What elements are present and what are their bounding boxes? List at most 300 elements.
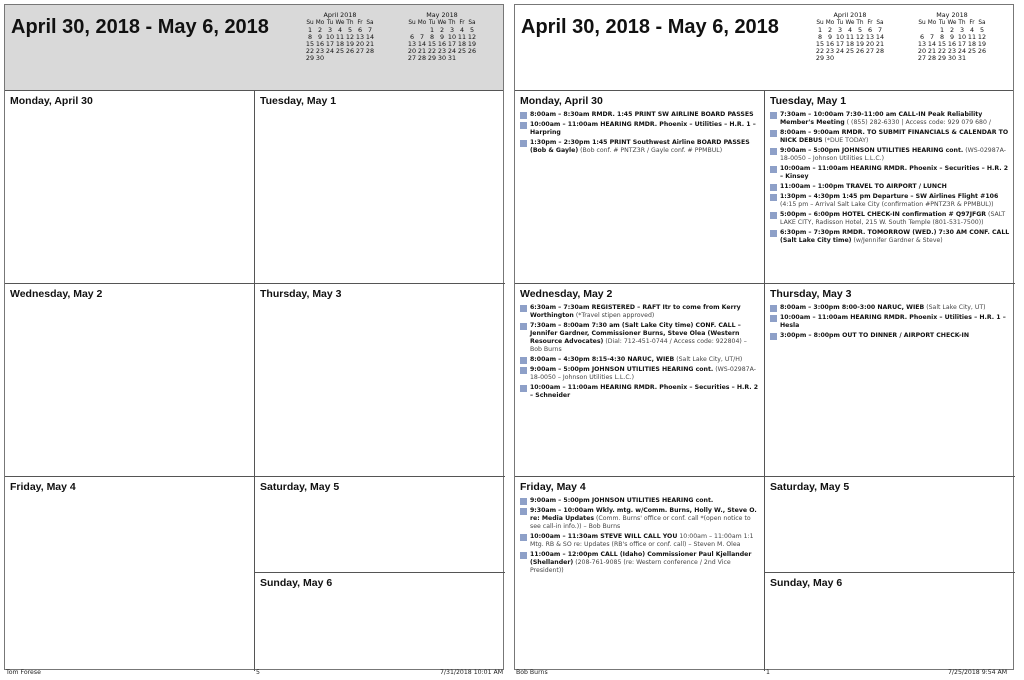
event-title: 11:00am – 1:00pm TRAVEL TO AIRPORT / LUNCH	[780, 183, 947, 190]
calendar-event[interactable]	[770, 229, 1010, 245]
calendar-day: 30	[947, 54, 957, 62]
event-text	[530, 551, 759, 575]
weekday-label: Th	[856, 20, 864, 26]
event-title: 3:00pm – 8:00pm OUT TO DINNER / AIRPORT CHECK-IN	[780, 332, 970, 339]
footer-page: 1	[766, 669, 770, 676]
weekday-label: Su	[816, 20, 824, 26]
calendar-day: 18	[845, 40, 855, 48]
event-category-icon	[520, 140, 527, 147]
calendar-day	[855, 55, 865, 62]
calendar-day: 14	[417, 40, 427, 48]
weekday-label: Fr	[459, 20, 465, 26]
weekday-label: Sa	[366, 20, 374, 26]
event-title: 10:00am – 11:30am STEVE WILL CALL YOU	[530, 533, 678, 540]
page-header	[515, 5, 1013, 91]
calendar-day: 11	[335, 33, 345, 41]
day-label: Wednesday, May 2	[520, 288, 613, 300]
calendar-day: 2	[949, 26, 955, 34]
calendar-day: 10	[835, 33, 845, 41]
weekday-label: Tu	[428, 20, 436, 26]
day-label: Wednesday, May 2	[10, 288, 103, 300]
calendar-day: 5	[469, 26, 475, 34]
calendar-day: 27	[865, 47, 875, 55]
event-category-icon	[520, 534, 527, 541]
event-title: 7:30am – 10:00am 7:30-11:00 am CALL-IN Peak Reliability Member's Meeting	[780, 111, 983, 126]
calendar-event[interactable]	[520, 366, 759, 382]
calendar-day: 2	[439, 26, 445, 34]
calendar-event[interactable]	[520, 507, 759, 531]
calendar-day	[335, 55, 345, 62]
event-text	[530, 366, 759, 382]
event-title: 10:00am – 11:00am HEARING RMDR. Phoenix – Utilities – H.R. 1 – Harpring	[530, 121, 756, 136]
weekday-label: Mo	[825, 20, 835, 26]
event-category-icon	[520, 508, 527, 515]
weekday-label: Fr	[969, 20, 975, 26]
calendar-day: 15	[427, 40, 437, 48]
event-text	[780, 129, 1010, 145]
calendar-event[interactable]	[770, 332, 1010, 340]
page-header	[5, 5, 503, 91]
calendar-day: 9	[439, 33, 445, 41]
event-detail: (Dial: 712-451-0744 / Access code: 922804) – Bob Burns	[530, 338, 747, 353]
weekday-label: Su	[918, 20, 926, 26]
calendar-day: 6	[409, 33, 415, 41]
day-cell	[255, 573, 505, 671]
calendar-day: 9	[949, 33, 955, 41]
weekday-label: Mo	[417, 20, 427, 26]
weekday-label: Tu	[326, 20, 334, 26]
weekday-label: Su	[408, 20, 416, 26]
calendar-day: 21	[927, 47, 937, 55]
calendar-day: 30	[825, 54, 835, 62]
footer-name: Bob Burns	[516, 669, 548, 676]
calendar-day: 9	[317, 33, 323, 41]
mini-calendar-april	[301, 12, 379, 62]
calendar-day: 26	[977, 47, 987, 55]
calendar-day: 26	[345, 47, 355, 55]
event-detail: (Bob conf. # PNTZ3R / Gayle conf. # PPMBUL)	[580, 147, 723, 154]
day-cell	[765, 573, 1015, 671]
event-category-icon	[520, 323, 527, 330]
event-category-icon	[520, 552, 527, 559]
calendar-day: 29	[427, 54, 437, 62]
footer-printed: 7/31/2018 10:01 AM	[440, 669, 504, 676]
calendar-event[interactable]	[520, 121, 759, 137]
event-category-icon	[770, 212, 777, 219]
calendar-event[interactable]	[520, 111, 759, 119]
event-text	[530, 322, 759, 354]
calendar-event[interactable]	[520, 551, 759, 575]
event-category-icon	[520, 357, 527, 364]
calendar-day: 16	[947, 40, 957, 48]
calendar-day: 20	[917, 47, 927, 55]
event-detail: (WS-02987A-18-0050 – Johnson Utilities L.L.C.)	[780, 147, 1006, 162]
event-category-icon	[770, 130, 777, 137]
calendar-day: 6	[919, 33, 925, 41]
event-detail: (Comm. Burns' office or conf. call *(open notice to see call-in info.)) – Bob Burns	[530, 515, 751, 530]
calendar-day: 13	[917, 40, 927, 48]
event-detail: (Salt Lake City, UT/H)	[676, 356, 743, 363]
calendar-day: 1	[307, 26, 313, 34]
event-text	[530, 139, 759, 155]
weekday-label: Mo	[927, 20, 937, 26]
calendar-day: 2	[827, 26, 833, 34]
day-label: Saturday, May 5	[260, 481, 340, 493]
event-category-icon	[770, 194, 777, 201]
event-detail: (Salt Lake City, UT)	[926, 304, 986, 311]
calendar-day	[967, 55, 977, 62]
calendar-day	[845, 55, 855, 62]
footer-name: Tom Forese	[6, 669, 41, 676]
day-label: Friday, May 4	[10, 481, 76, 493]
calendar-day: 29	[937, 54, 947, 62]
calendar-day: 13	[865, 33, 875, 41]
calendar-day	[467, 55, 477, 62]
event-title: 9:00am – 5:00pm JOHNSON UTILITIES HEARING cont.	[780, 147, 964, 154]
event-text	[530, 533, 759, 549]
calendar-day: 19	[977, 40, 987, 48]
calendar-day: 15	[815, 40, 825, 48]
event-title: 9:00am – 5:00pm JOHNSON UTILITIES HEARING cont.	[530, 366, 714, 373]
calendar-day: 12	[977, 33, 987, 41]
event-detail: (w/Jennifer Gardner & Steve)	[853, 237, 943, 244]
event-text	[780, 183, 947, 191]
calendar-day: 25	[457, 47, 467, 55]
calendar-day: 8	[939, 33, 945, 41]
calendar-day	[345, 55, 355, 62]
calendar-event[interactable]	[520, 533, 759, 549]
mini-calendar-title: May 2018	[426, 11, 458, 19]
event-text	[530, 111, 754, 119]
calendar-day: 19	[855, 40, 865, 48]
event-detail: (SALT LAKE CITY, Radisson Hotel, 215 W. South Temple (801-531-7500))	[780, 211, 1006, 226]
day-cell	[255, 477, 505, 573]
calendar-day: 10	[957, 33, 967, 41]
day-cell	[515, 477, 765, 671]
calendar-day: 21	[417, 47, 427, 55]
event-category-icon	[520, 367, 527, 374]
calendar-day: 7	[877, 26, 883, 34]
event-category-icon	[520, 112, 527, 119]
mini-calendar-title: April 2018	[323, 11, 357, 19]
day-label: Friday, May 4	[520, 481, 586, 493]
weekday-label: Th	[958, 20, 966, 26]
event-title: 7:30am – 8:00am 7:30 am (Salt Lake City time) CONF. CALL – Jennifer Gardner, Commissioner Burns, Steve Olea (Western Resource Advocates)	[530, 322, 741, 345]
event-detail: (WS-02987A-18-0050 – Johnson Utilities L.L.C.)	[530, 366, 756, 381]
calendar-day: 8	[817, 33, 823, 41]
calendar-day: 12	[855, 33, 865, 41]
day-cell	[5, 477, 255, 671]
calendar-day: 14	[875, 33, 885, 41]
calendar-day: 31	[447, 54, 457, 62]
mini-calendar-title: May 2018	[936, 11, 968, 19]
calendar-day: 3	[327, 26, 333, 34]
calendar-day: 27	[355, 47, 365, 55]
calendar-event[interactable]	[770, 211, 1010, 227]
event-category-icon	[770, 166, 777, 173]
day-cell	[515, 91, 765, 284]
week-title: April 30, 2018 - May 6, 2018	[521, 16, 779, 38]
calendar-day: 5	[857, 26, 863, 34]
event-category-icon	[770, 112, 777, 119]
day-label: Thursday, May 3	[260, 288, 342, 300]
calendar-day: 4	[459, 26, 465, 34]
mini-calendar-april	[811, 12, 889, 62]
event-title: 10:00am – 11:00am HEARING RMDR. Phoenix – Utilities – H.R. 1 – Hesla	[780, 314, 1006, 329]
calendar-page-right	[514, 4, 1014, 670]
calendar-day: 16	[437, 40, 447, 48]
weekday-label: Su	[306, 20, 314, 26]
day-label: Thursday, May 3	[770, 288, 852, 300]
calendar-day: 15	[937, 40, 947, 48]
event-category-icon	[520, 385, 527, 392]
event-category-icon	[770, 184, 777, 191]
event-category-icon	[770, 148, 777, 155]
calendar-event[interactable]	[520, 497, 759, 505]
calendar-event[interactable]	[770, 314, 1010, 330]
event-text	[780, 229, 1010, 245]
calendar-day: 27	[917, 54, 927, 62]
calendar-day	[457, 55, 467, 62]
calendar-day: 30	[437, 54, 447, 62]
calendar-day: 1	[817, 26, 823, 34]
calendar-day: 3	[959, 26, 965, 34]
event-category-icon	[520, 122, 527, 129]
weekday-label: We	[947, 20, 957, 26]
calendar-day: 21	[365, 40, 375, 48]
event-title: 6:30pm – 7:30pm RMDR. TOMORROW (WED.) 7:30 AM CONF. CALL (Salt Lake City time)	[780, 229, 1010, 244]
event-title: 10:00am – 11:00am HEARING RMDR. Phoenix – Securities – H.R. 2 – Schneider	[530, 384, 759, 399]
calendar-day: 6	[357, 26, 363, 34]
event-title: 6:30am – 7:30am REGISTERED – RAFT Itr to come from Kerry Worthington	[530, 304, 741, 319]
calendar-event[interactable]	[520, 139, 759, 155]
event-text	[780, 193, 1010, 209]
calendar-day: 18	[967, 40, 977, 48]
calendar-day: 13	[407, 40, 417, 48]
calendar-event[interactable]	[770, 111, 1010, 127]
calendar-event[interactable]	[520, 384, 759, 400]
calendar-day: 3	[837, 26, 843, 34]
event-title: 8:00am – 9:00am RMDR. TO SUBMIT FINANCIALS & CALENDAR TO NICK DEBUS	[780, 129, 1009, 144]
event-title: 8:00am – 3:00pm 8:00-3:00 NARUC, WIEB	[780, 304, 925, 311]
event-text	[530, 304, 759, 320]
event-title: 1:30pm – 4:30pm 1:45 pm Departure – SW Airlines Flight #106	[780, 193, 999, 200]
day-cell	[765, 91, 1015, 284]
mini-calendar-may	[403, 12, 481, 62]
weekday-label: We	[437, 20, 447, 26]
calendar-day: 10	[325, 33, 335, 41]
calendar-event[interactable]	[770, 165, 1010, 181]
weekday-label: Tu	[836, 20, 844, 26]
calendar-day: 8	[429, 33, 435, 41]
calendar-day: 16	[315, 40, 325, 48]
event-text	[530, 507, 759, 531]
day-cell	[765, 284, 1015, 477]
calendar-day: 6	[867, 26, 873, 34]
calendar-day: 12	[345, 33, 355, 41]
event-text	[780, 111, 1010, 127]
calendar-day: 29	[305, 54, 315, 62]
mini-calendar-may	[913, 12, 991, 62]
calendar-day	[355, 55, 365, 62]
calendar-day: 7	[367, 26, 373, 34]
calendar-day	[977, 55, 987, 62]
calendar-day: 14	[927, 40, 937, 48]
weekday-label: Sa	[876, 20, 884, 26]
event-text	[530, 121, 759, 137]
event-detail: (4:15 pm – Arrival Salt Lake City (confirmation #PNTZ3R & PPMBUL))	[780, 201, 994, 208]
calendar-day: 30	[315, 54, 325, 62]
calendar-day: 22	[427, 47, 437, 55]
calendar-day: 12	[467, 33, 477, 41]
calendar-day: 11	[845, 33, 855, 41]
calendar-day: 21	[875, 40, 885, 48]
calendar-event[interactable]	[520, 322, 759, 354]
event-text	[530, 356, 742, 364]
event-text	[780, 147, 1010, 163]
calendar-day: 11	[457, 33, 467, 41]
calendar-day: 4	[337, 26, 343, 34]
calendar-event[interactable]	[520, 304, 759, 320]
calendar-day: 17	[835, 40, 845, 48]
calendar-day: 4	[969, 26, 975, 34]
calendar-day: 10	[447, 33, 457, 41]
day-cell	[515, 284, 765, 477]
calendar-day: 23	[825, 47, 835, 55]
day-label: Tuesday, May 1	[260, 95, 337, 107]
calendar-day: 17	[325, 40, 335, 48]
footer-printed: 7/25/2018 9:54 AM	[948, 669, 1008, 676]
calendar-day: 9	[827, 33, 833, 41]
event-text	[780, 165, 1010, 181]
calendar-day: 20	[355, 40, 365, 48]
calendar-event[interactable]	[770, 304, 1010, 312]
event-title: 10:00am – 11:00am HEARING RMDR. Phoenix – Securities – H.R. 2 – Kinsey	[780, 165, 1009, 180]
calendar-event[interactable]	[770, 183, 1010, 191]
weekday-label: We	[335, 20, 345, 26]
calendar-day: 11	[967, 33, 977, 41]
calendar-day: 3	[449, 26, 455, 34]
week-title: April 30, 2018 - May 6, 2018	[11, 16, 269, 38]
day-label: Monday, April 30	[520, 95, 603, 107]
event-text	[530, 497, 713, 505]
calendar-day: 19	[467, 40, 477, 48]
calendar-day	[365, 55, 375, 62]
weekday-label: Th	[448, 20, 456, 26]
calendar-event[interactable]	[770, 193, 1010, 209]
calendar-day: 24	[957, 47, 967, 55]
week-grid	[5, 91, 503, 671]
calendar-day: 24	[447, 47, 457, 55]
calendar-day: 7	[419, 33, 425, 41]
event-detail: (*Travel stipen approved)	[575, 312, 655, 319]
event-detail: (*DUE TODAY)	[824, 137, 869, 144]
calendar-day: 15	[305, 40, 315, 48]
calendar-day: 23	[947, 47, 957, 55]
calendar-event[interactable]	[770, 147, 1010, 163]
event-title: 9:00am – 5:00pm JOHNSON UTILITIES HEARING cont.	[530, 497, 714, 504]
calendar-day: 31	[957, 54, 967, 62]
event-title: 11:00am – 12:00pm CALL (Idaho) Commissioner Paul Kjellander (Shellander)	[530, 551, 752, 566]
calendar-day: 2	[317, 26, 323, 34]
weekday-label: Mo	[315, 20, 325, 26]
calendar-day: 20	[407, 47, 417, 55]
weekday-label: Th	[346, 20, 354, 26]
calendar-day: 27	[407, 54, 417, 62]
event-text	[780, 332, 969, 340]
calendar-day: 25	[967, 47, 977, 55]
event-detail: 10:00am – 11:00am 1:1 Mtg. RB & SO re: Updates (RB's office or conf. call) – Steven M. Olea	[530, 533, 754, 548]
calendar-day: 29	[815, 54, 825, 62]
event-category-icon	[520, 305, 527, 312]
event-text	[530, 384, 759, 400]
weekday-label: Fr	[867, 20, 873, 26]
calendar-day: 7	[929, 33, 935, 41]
calendar-day: 22	[937, 47, 947, 55]
calendar-day: 28	[365, 47, 375, 55]
weekday-label: Fr	[357, 20, 363, 26]
event-title: 1:30pm – 2:30pm 1:45 PRINT Southwest Airline BOARD PASSES (Bob & Gayle)	[530, 139, 750, 154]
event-category-icon	[770, 315, 777, 322]
calendar-event[interactable]	[520, 356, 759, 364]
weekday-label: We	[845, 20, 855, 26]
calendar-day: 20	[865, 40, 875, 48]
event-category-icon	[770, 333, 777, 340]
day-label: Saturday, May 5	[770, 481, 850, 493]
calendar-day	[835, 55, 845, 62]
calendar-day: 5	[347, 26, 353, 34]
calendar-day: 18	[457, 40, 467, 48]
day-cell	[765, 477, 1015, 573]
calendar-day: 25	[845, 47, 855, 55]
calendar-day: 24	[325, 47, 335, 55]
week-grid	[515, 91, 1013, 671]
calendar-day: 23	[315, 47, 325, 55]
calendar-day: 4	[847, 26, 853, 34]
event-category-icon	[770, 305, 777, 312]
calendar-day: 5	[979, 26, 985, 34]
calendar-day: 28	[927, 54, 937, 62]
calendar-day: 22	[305, 47, 315, 55]
weekday-label: Tu	[938, 20, 946, 26]
footer-page: 5	[256, 669, 260, 676]
event-category-icon	[520, 498, 527, 505]
mini-calendar-title: April 2018	[833, 11, 867, 19]
weekday-label: Sa	[978, 20, 986, 26]
day-label: Monday, April 30	[10, 95, 93, 107]
event-text	[780, 304, 986, 312]
calendar-day: 16	[825, 40, 835, 48]
calendar-event[interactable]	[770, 129, 1010, 145]
calendar-day: 17	[447, 40, 457, 48]
calendar-day: 23	[437, 47, 447, 55]
calendar-day: 25	[335, 47, 345, 55]
calendar-day: 17	[957, 40, 967, 48]
day-cell	[5, 91, 255, 284]
calendar-day: 26	[467, 47, 477, 55]
calendar-day: 22	[815, 47, 825, 55]
day-label: Tuesday, May 1	[770, 95, 847, 107]
event-detail: (208-761-9085 (re: Western conference / 2nd Vice President))	[530, 559, 731, 574]
calendar-day: 14	[365, 33, 375, 41]
event-detail: ( (855) 282-6330 | Access code: 929 079 680 /	[846, 119, 991, 126]
calendar-day: 28	[417, 54, 427, 62]
event-title: 8:00am – 4:30pm 8:15-4:30 NARUC, WIEB	[530, 356, 675, 363]
event-title: 8:00am – 8:30am RMDR. 1:45 PRINT SW AIRLINE BOARD PASSES	[530, 111, 754, 118]
calendar-day: 18	[335, 40, 345, 48]
calendar-day: 24	[835, 47, 845, 55]
calendar-day: 1	[429, 26, 435, 34]
